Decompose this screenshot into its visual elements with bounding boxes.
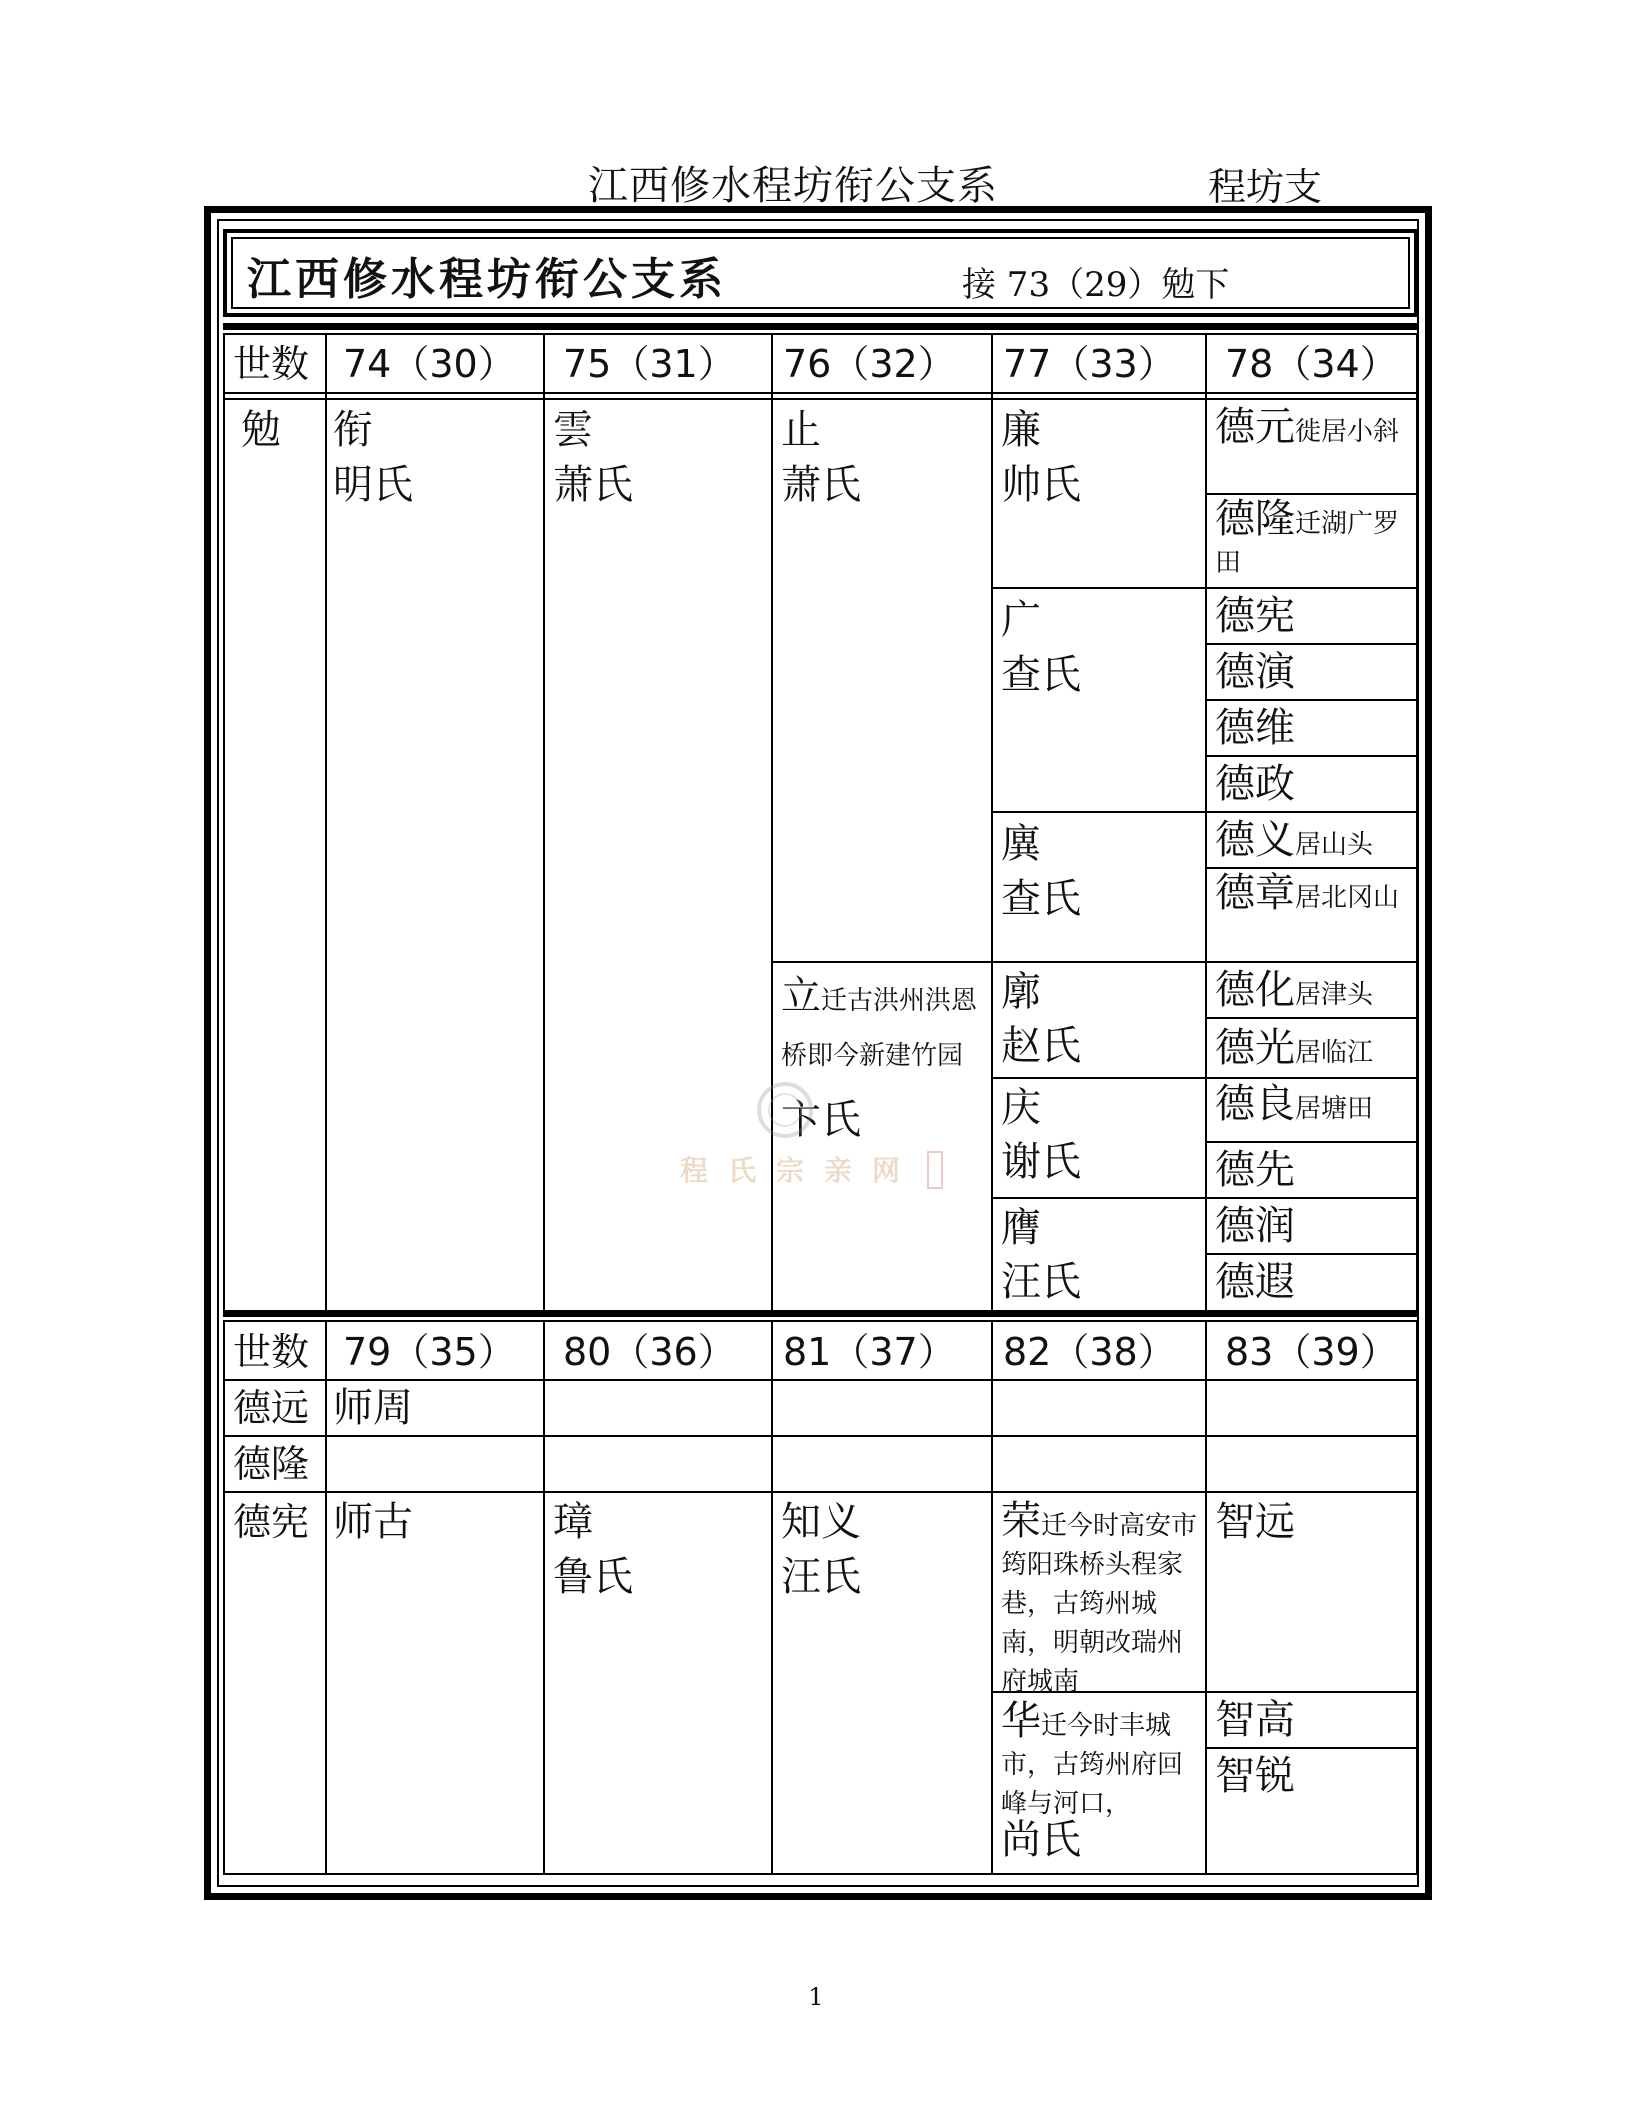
generation-header-78: 78（34） [1225, 342, 1398, 386]
person-name: 立 [781, 973, 821, 1019]
person-name: 止 [781, 407, 821, 453]
person-name: 智锐 [1215, 1753, 1295, 1799]
spouse-name: 萧氏 [781, 462, 861, 508]
page-header [0, 150, 1632, 210]
generation-header-80: 80（36） [563, 1330, 736, 1374]
generation-header-75: 75（31） [563, 342, 736, 386]
person-name: 师古 [333, 1499, 413, 1545]
generation-header-corner: 世数 [233, 1330, 310, 1374]
person-name: 廉 [1001, 407, 1041, 453]
spouse-name: 赵氏 [1001, 1023, 1081, 1069]
person-entry: 德章居北冈山 [1215, 870, 1400, 916]
continuation-note: 接 73（29）勉下 [962, 265, 1230, 305]
genealogy-frame [204, 206, 1432, 1900]
person-name: 庆 [1001, 1085, 1041, 1131]
generation-header-corner: 世数 [233, 342, 310, 386]
person-name: 德政 [1215, 761, 1295, 807]
generation-table-2 [211, 213, 1425, 1893]
person-name: 廙 [1001, 821, 1041, 867]
person-name: 广 [1001, 597, 1041, 643]
generation-header-76: 76（32） [783, 342, 956, 386]
person-entry: 德元徙居小斜 [1215, 404, 1400, 450]
person-entry: 德化居津头 [1215, 967, 1374, 1013]
person-name: 膺 [1001, 1205, 1041, 1251]
person-entry: 德光居临江 [1215, 1025, 1374, 1071]
branch-label: 程坊支 [1208, 165, 1323, 209]
spouse-name: 萧氏 [553, 462, 633, 508]
person-entry: 华迁今时丰城市，古筠州府回峰与河口， [1001, 1698, 1184, 1819]
person-name: 璋 [553, 1499, 593, 1545]
page-number: 1 [808, 1983, 824, 2011]
row-label: 德宪 [233, 1500, 310, 1544]
person-name: 德维 [1215, 705, 1295, 751]
generation-header-82: 82（38） [1003, 1330, 1176, 1374]
page-title: 江西修水程坊衔公支系 [588, 163, 998, 209]
generation-header-77: 77（33） [1003, 342, 1176, 386]
spouse-name: 帅氏 [1001, 462, 1081, 508]
person-entry: 德隆迁湖广罗田 [1215, 496, 1400, 578]
person-name: 衔 [333, 407, 373, 453]
person-name: 雲 [553, 407, 593, 453]
spouse-name: 明氏 [333, 462, 413, 508]
person-name: 智远 [1215, 1499, 1295, 1545]
person-name: 德遐 [1215, 1259, 1295, 1305]
spouse-name: 卞氏 [781, 1097, 861, 1143]
person-name: 智高 [1215, 1697, 1295, 1743]
person-name: 知义 [781, 1499, 861, 1545]
person-name: 德演 [1215, 649, 1295, 695]
generation-header-79: 79（35） [343, 1330, 516, 1374]
spouse-name: 谢氏 [1001, 1139, 1081, 1185]
person-name: 德润 [1215, 1203, 1295, 1249]
spouse-name: 查氏 [1001, 652, 1081, 698]
spouse-name: 查氏 [1001, 876, 1081, 922]
watermark-text: 程氏宗亲网 [680, 1154, 921, 1187]
row-label: 德远 [233, 1386, 310, 1430]
generation-header-74: 74（30） [343, 342, 516, 386]
person-name: 德宪 [1215, 593, 1295, 639]
spouse-name: 鲁氏 [553, 1554, 633, 1600]
person-note: 迁古洪州洪恩桥即今新建竹园 [781, 986, 978, 1071]
row-label: 德隆 [233, 1442, 310, 1486]
banner-title: 江西修水程坊衔公支系 [247, 254, 727, 305]
person-entry: 德良居塘田 [1215, 1081, 1374, 1127]
spouse-name: 汪氏 [1001, 1259, 1081, 1305]
generation-header-81: 81（37） [783, 1330, 956, 1374]
generation-header-83: 83（39） [1225, 1330, 1398, 1374]
person-entry: 荣迁今时高安市筠阳珠桥头程家巷，古筠州城南，明朝改瑞州府城南 [1001, 1498, 1198, 1697]
person-entry: 德义居山头 [1215, 817, 1374, 863]
ancestor-name: 勉 [241, 407, 281, 453]
person-name: 师周 [333, 1385, 413, 1431]
person-name: 德先 [1215, 1147, 1295, 1193]
person-name: 廓 [1001, 969, 1041, 1015]
spouse-name: 汪氏 [781, 1554, 861, 1600]
spouse-name: 尚氏 [1001, 1817, 1081, 1863]
